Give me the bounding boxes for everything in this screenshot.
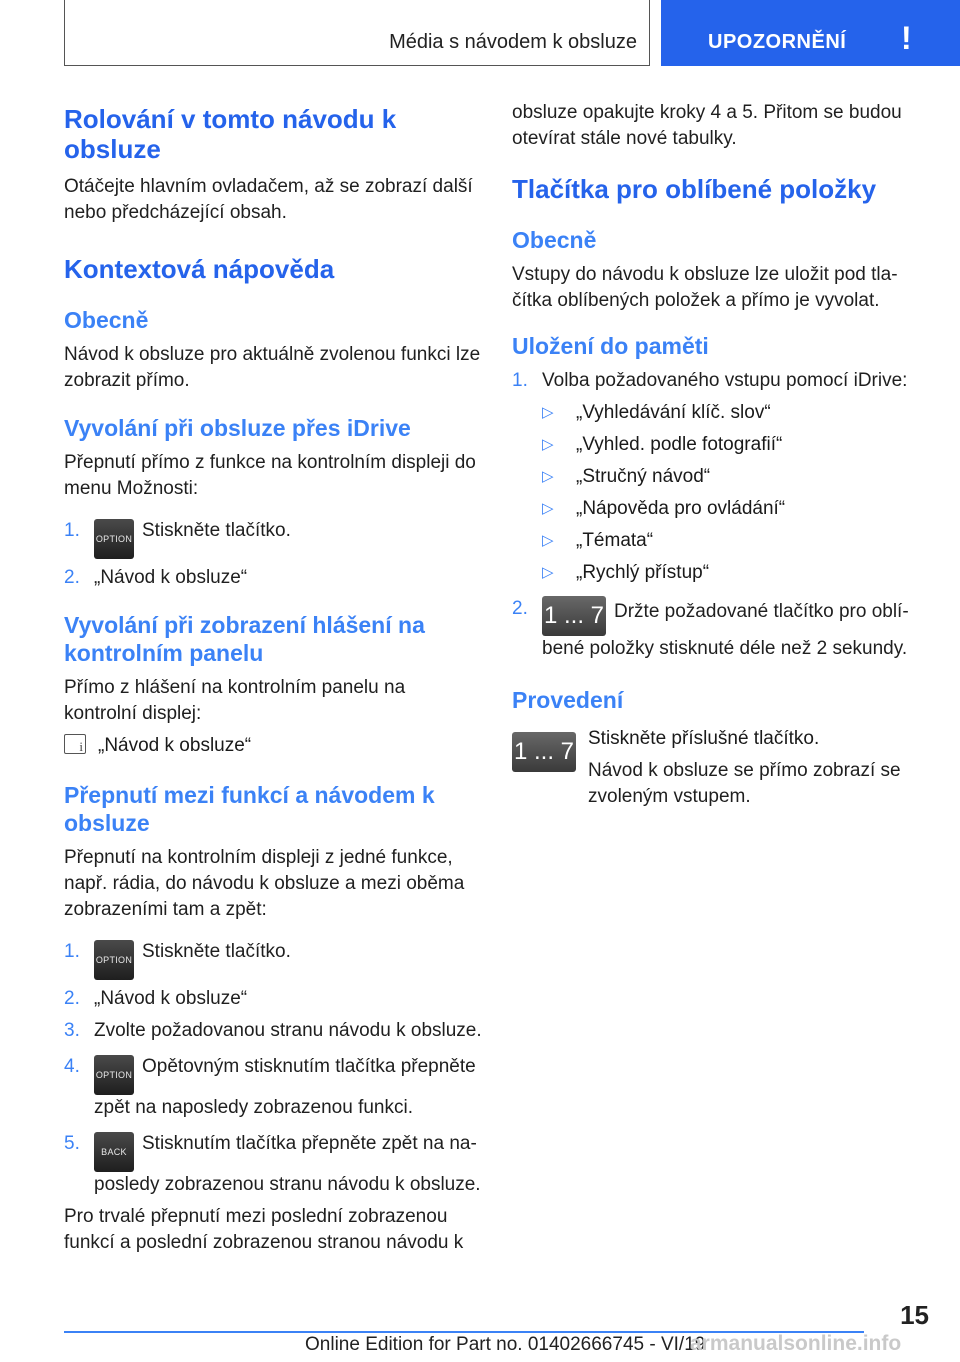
- section-title-box: [64, 0, 650, 66]
- scroll-text: Otáčejte hlavním ovladačem, až se zobrazí další nebo předcházející obsah.: [64, 176, 473, 223]
- list-item: [64, 1131, 482, 1198]
- general-text: Návod k obsluze pro aktuálně zvolenou funkci lze zobrazit přímo.: [64, 344, 481, 391]
- step-number: 2.: [64, 988, 80, 1009]
- exec-line-2: Návod k obsluze se přímo zobrazí se zvoleným vstupem.: [588, 760, 901, 807]
- idrive-heading: Vyvolání při obsluze přes iDrive: [64, 415, 411, 441]
- idrive-steps: [64, 518, 482, 591]
- right-column: [512, 100, 922, 810]
- step-number: 5.: [64, 1133, 80, 1154]
- option-button-icon: OPTION: [94, 519, 134, 559]
- general-heading: Obecně: [512, 227, 597, 253]
- save-heading: Uložení do paměti: [512, 333, 709, 359]
- general-heading: Obecně: [64, 307, 149, 333]
- watermark: armanualsonline.info: [690, 1332, 902, 1355]
- continued-text: obsluze opakujte kroky 4 a 5. Přitom se budou otevírat stále nové tabulky.: [512, 102, 902, 149]
- triangle-icon: ▷: [542, 436, 554, 453]
- warning-tab[interactable]: [661, 0, 960, 66]
- edition-text: Online Edition for Part no. 01402666745 - VI/19: [305, 1334, 706, 1355]
- step-text: „Návod k obsluze“: [94, 988, 248, 1009]
- step-number: 2.: [512, 598, 528, 619]
- exec-line-1: Stiskněte příslušné tlačítko.: [588, 728, 820, 749]
- idrive-text: Přepnutí přímo z funkce na kontrolním displeji do menu Možnosti:: [64, 452, 476, 499]
- favorites-heading: Tlačítka pro oblíbené položky: [512, 174, 877, 204]
- exec-heading: Provedení: [512, 687, 624, 713]
- list-item: [64, 1018, 482, 1044]
- switch-steps: [64, 939, 482, 1198]
- step-text: Držte požadované tlačítko pro oblíbené položky stisknuté déle než 2 sekundy.: [542, 601, 909, 659]
- message-heading: Vyvolání při zobrazení hlášení na kontrolním panelu: [64, 612, 425, 666]
- warning-label: UPOZORNĚNÍ: [708, 31, 847, 53]
- list-item: [512, 368, 922, 394]
- message-text: Přímo z hlášení na kontrolním panelu na kontrolní displej:: [64, 677, 406, 724]
- list-item: [512, 596, 922, 662]
- general-text: Vstupy do návodu k obsluze lze uložit pod tlačítka oblíbených položek a přímo je vyvolat.: [512, 264, 898, 311]
- list-item: [64, 518, 482, 559]
- step-number: 1.: [64, 941, 80, 962]
- list-item: ▷ „Vyhledávání klíč. slov“: [542, 400, 922, 426]
- exec-block: [512, 726, 922, 765]
- step-text: Stiskněte tlačítko.: [142, 520, 291, 541]
- favorite-button-icon: 1 ... 7: [512, 732, 576, 772]
- switch-text: Přepnutí na kontrolním displeji z jedné funkce, např. rádia, do návodu k obsluze a mezi oběma zobrazeními tam a zpět:: [64, 847, 465, 920]
- step-text: Opětovným stisknutím tlačítka přepněte zpět na naposledy zobrazenou funkci.: [94, 1056, 476, 1118]
- step-number: 2.: [64, 567, 80, 588]
- list-item: [64, 1054, 482, 1121]
- list-item: [64, 986, 482, 1012]
- scroll-heading: Rolování v tomto návodu k obsluze: [64, 104, 397, 164]
- step-text: Stiskněte tlačítko.: [142, 941, 291, 962]
- indicator-line: [64, 733, 482, 759]
- left-column: [64, 100, 482, 1256]
- step-text: Volba požadovaného vstupu pomocí iDrive:: [542, 370, 908, 391]
- option-button-icon: OPTION: [94, 940, 134, 980]
- triangle-icon: ▷: [542, 404, 554, 421]
- step-text: „Návod k obsluze“: [94, 567, 248, 588]
- section-title: Média s návodem k obsluze: [389, 31, 637, 53]
- triangle-icon: ▷: [542, 468, 554, 485]
- sub-list: [542, 400, 922, 586]
- list-item: ▷ „Rychlý přístup“: [542, 560, 922, 586]
- step-number: 1.: [512, 370, 528, 391]
- list-item: ▷ „Stručný návod“: [542, 464, 922, 490]
- list-item: ▷ „Témata“: [542, 528, 922, 554]
- list-item: [64, 565, 482, 591]
- indicator-text: „Návod k obsluze“: [98, 735, 252, 756]
- triangle-icon: ▷: [542, 500, 554, 517]
- option-button-icon: OPTION: [94, 1055, 134, 1095]
- triangle-icon: ▷: [542, 564, 554, 581]
- step-text: Zvolte požadovanou stranu návodu k obsluze.: [94, 1020, 482, 1041]
- save-steps-2: [512, 596, 922, 662]
- save-steps: [512, 368, 922, 394]
- list-item: [64, 939, 482, 980]
- step-number: 4.: [64, 1056, 80, 1077]
- step-number: 3.: [64, 1020, 80, 1041]
- back-button-icon: BACK: [94, 1132, 134, 1172]
- step-text: Stisknutím tlačítka přepněte zpět na naposledy zobrazenou stranu návodu k obsluze.: [94, 1133, 481, 1195]
- list-item: ▷ „Vyhled. podle fotografií“: [542, 432, 922, 458]
- step-number: 1.: [64, 520, 80, 541]
- favorite-button-icon: 1 ... 7: [542, 596, 606, 636]
- list-item: ▷ „Nápověda pro ovládání“: [542, 496, 922, 522]
- triangle-icon: ▷: [542, 532, 554, 549]
- info-display-icon: [64, 734, 86, 754]
- exclamation-icon: !: [901, 20, 912, 56]
- page-number: 15: [900, 1300, 929, 1330]
- context-help-heading: Kontextová nápověda: [64, 254, 335, 284]
- page-header: [64, 0, 960, 66]
- permanent-switch-text: Pro trvalé přepnutí mezi poslední zobrazenou funkcí a poslední zobrazenou stranou návodu k: [64, 1206, 464, 1253]
- switch-heading: Přepnutí mezi funkcí a návodem k obsluze: [64, 782, 435, 836]
